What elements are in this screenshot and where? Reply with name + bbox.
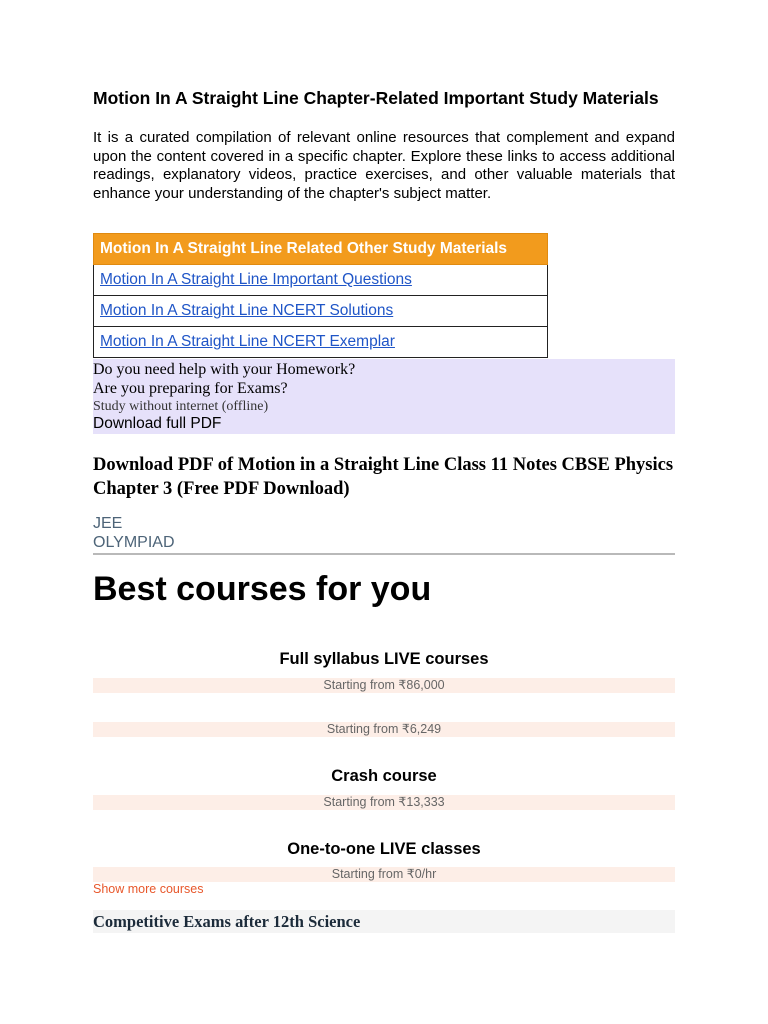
offline-study-text: Study without internet (offline) [93,399,269,414]
tag-jee[interactable]: JEE [93,515,123,532]
help-banner[interactable] [93,359,675,434]
study-materials-title: Motion In A Straight Line Chapter-Related Important Study Materials [93,88,659,108]
show-more-courses-link[interactable]: Show more courses [93,882,204,896]
homework-help-text: Do you need help with your Homework? [93,361,356,378]
study-materials-intro: It is a curated compilation of relevant online resources that complement and expand upon the content covered in a specific chapter. Explore these links to access additional readings, explanatory videos, practice exercises, and other valuable materials that enhance your understanding of the chapter's subject matter. [93,129,675,202]
course-price: Starting from ₹6,249 [93,722,675,737]
study-materials-table [93,233,548,358]
course-title[interactable]: One-to-one LIVE classes [287,840,481,858]
table-row [94,327,548,358]
course-title[interactable]: Crash course [331,767,437,785]
download-pdf-link[interactable]: Download full PDF [93,415,222,432]
ncert-exemplar-link[interactable]: Motion In A Straight Line NCERT Exemplar [100,333,395,350]
competitive-exams-bar[interactable] [93,910,675,933]
best-courses-heading: Best courses for you [93,570,432,608]
divider [93,553,675,555]
competitive-exams-title: Competitive Exams after 12th Science [93,912,361,931]
table-header: Motion In A Straight Line Related Other Study Materials [94,234,548,265]
exam-prep-text: Are you preparing for Exams? [93,380,288,397]
tag-olympiad[interactable]: OLYMPIAD [93,534,175,551]
table-row [94,265,548,296]
exam-tags [93,514,175,552]
course-price: Starting from ₹0/hr [93,867,675,882]
course-price: Starting from ₹13,333 [93,795,675,810]
ncert-solutions-link[interactable]: Motion In A Straight Line NCERT Solutions [100,302,394,319]
important-questions-link[interactable]: Motion In A Straight Line Important Questions [100,271,412,288]
table-header-row [94,234,548,265]
course-price: Starting from ₹86,000 [93,678,675,693]
course-title[interactable]: Full syllabus LIVE courses [279,650,489,668]
pdf-download-title: Download PDF of Motion in a Straight Line Class 11 Notes CBSE Physics Chapter 3 (Free PDF Download) [93,455,674,499]
table-row [94,296,548,327]
